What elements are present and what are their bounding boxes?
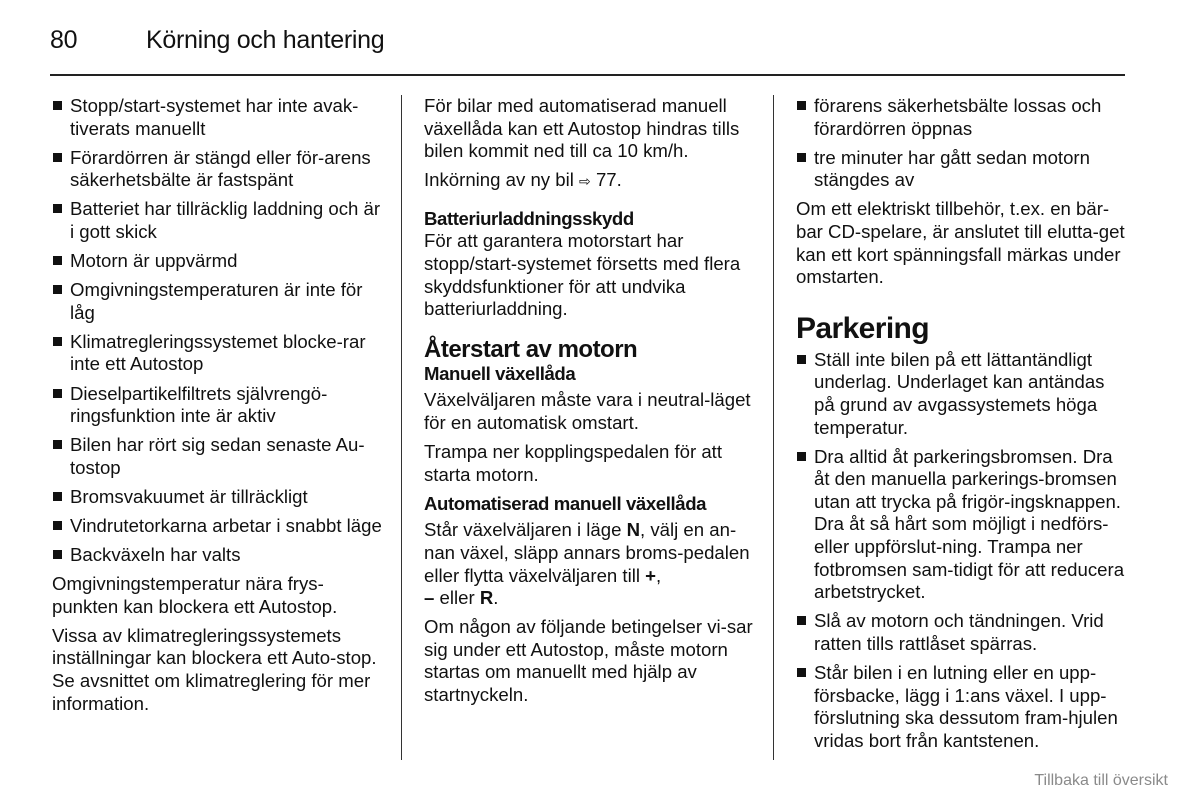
list-item: Bromsvakuumet är tillräckligt [52,486,382,509]
column-1 [52,95,382,722]
reference-text: Inkörning av ny bil [424,169,574,191]
page-number: 80 [50,26,78,54]
list-item: Klimatregleringssystemet blocke-rar inte ett Autostop [52,331,382,376]
header-divider [50,74,1125,76]
column-divider-2 [773,95,774,760]
paragraph: Omgivningstemperatur nära frys-punkten kan blockera ett Autostop. [52,573,338,617]
list-item: Dra alltid åt parkeringsbromsen. Dra åt den manuella parkerings-bromsen utan att trycka på frigör-ingsknappen. Dra åt så hårt som möjligt i nedförs- eller uppförslut-ning. Trampa ner fotbromsen sam-tidigt för att reducera arbetstrycket. [796,446,1128,604]
text-run: eller [434,587,480,609]
gear-label: N [626,519,641,541]
column-divider-1 [401,95,402,760]
list-item: Ställ inte bilen på ett lättantändligt underlag. Underlaget kan antändas på grund av avgassystemets höga temperatur. [796,349,1128,439]
list-item: Stopp/start-systemet har inte avak-tiverats manuellt [52,95,382,140]
list-item: Backväxeln har valts [52,544,382,567]
list-item: Slå av motorn och tändningen. Vrid ratten tills rattlåset spärras. [796,610,1128,655]
gear-label: + [645,564,657,586]
list-item: Batteriet har tillräcklig laddning och är i gott skick [52,198,382,243]
paragraph: Växelväljaren måste vara i neutral-läget för en automatisk omstart. [424,389,751,434]
list-item: förarens säkerhetsbälte lossas och förardörren öppnas [796,95,1128,140]
list-item: Omgivningstemperaturen är inte för låg [52,279,382,324]
section-heading: Återstart av motorn [424,335,638,363]
list-item: tre minuter har gått sedan motorn stängdes av [796,147,1128,192]
list-item: Står bilen i en lutning eller en upp-försbacke, lägg i 1:ans växel. I upp-förslutning ska dessutom fram-hjulen vridas bort från kantstenen. [796,662,1128,752]
cross-reference[interactable] [424,169,754,193]
column-2 [424,95,754,713]
list-item: Vindrutetorkarna arbetar i snabbt läge [52,515,382,538]
list-item: Motorn är uppvärmd [52,250,382,273]
section-subheading: Automatiserad manuell växellåda [424,492,707,514]
paragraph: Om ett elektriskt tillbehör, t.ex. en bär-bar CD-spelare, är anslutet till elutta-get kan ett kort spänningsfall märkas under omstarten. [796,198,1125,288]
gear-label: R [479,587,494,609]
text-run: . [493,587,499,609]
text-run: Står växelväljaren i läge [424,519,627,541]
paragraph: Trampa ner kopplingspedalen för att starta motorn. [424,441,723,485]
section-heading: Parkering [796,311,929,345]
page-reference-icon: ⇨ [579,173,591,190]
restart-conditions-list [796,95,1128,192]
text-run: , välj en an-nan växel, släpp annars broms-pedalen eller flytta växelväljaren till [424,519,750,586]
section-subheading: Batteriurladdningsskydd [424,207,634,229]
paragraph [424,519,754,609]
list-item: Bilen har rört sig sedan senaste Au-tostop [52,434,382,479]
page-title: Körning och hantering [146,26,385,54]
paragraph: Vissa av klimatregleringssystemets inställningar kan blockera ett Auto-stop. Se avsnittet om klimatreglering för mer information. [52,624,377,714]
paragraph: Om någon av följande betingelser vi-sar sig under ett Autostop, måste motorn startas om manuellt med hjälp av startnyckeln. [424,616,753,706]
section-subheading: Manuell växellåda [424,362,576,384]
paragraph: För att garantera motorstart har stopp/start-systemet försetts med flera skyddsfunktioner för att undvika batteriurladdning. [424,230,741,320]
parking-list [796,349,1128,753]
text-run: , [656,564,662,586]
reference-page: 77. [595,169,622,191]
autostop-conditions-list [52,95,382,567]
gear-label: – [424,587,435,609]
list-item: Förardörren är stängd eller för-arens säkerhetsbälte är fastspänt [52,147,382,192]
back-to-overview-link[interactable]: Tillbaka till översikt [1034,772,1168,789]
paragraph: För bilar med automatiserad manuell växellåda kan ett Autostop hindras tills bilen kommit ned till ca 10 km/h. [424,95,740,162]
list-item: Dieselpartikelfiltrets självrengö-ringsfunktion inte är aktiv [52,383,382,428]
column-3 [796,95,1128,759]
